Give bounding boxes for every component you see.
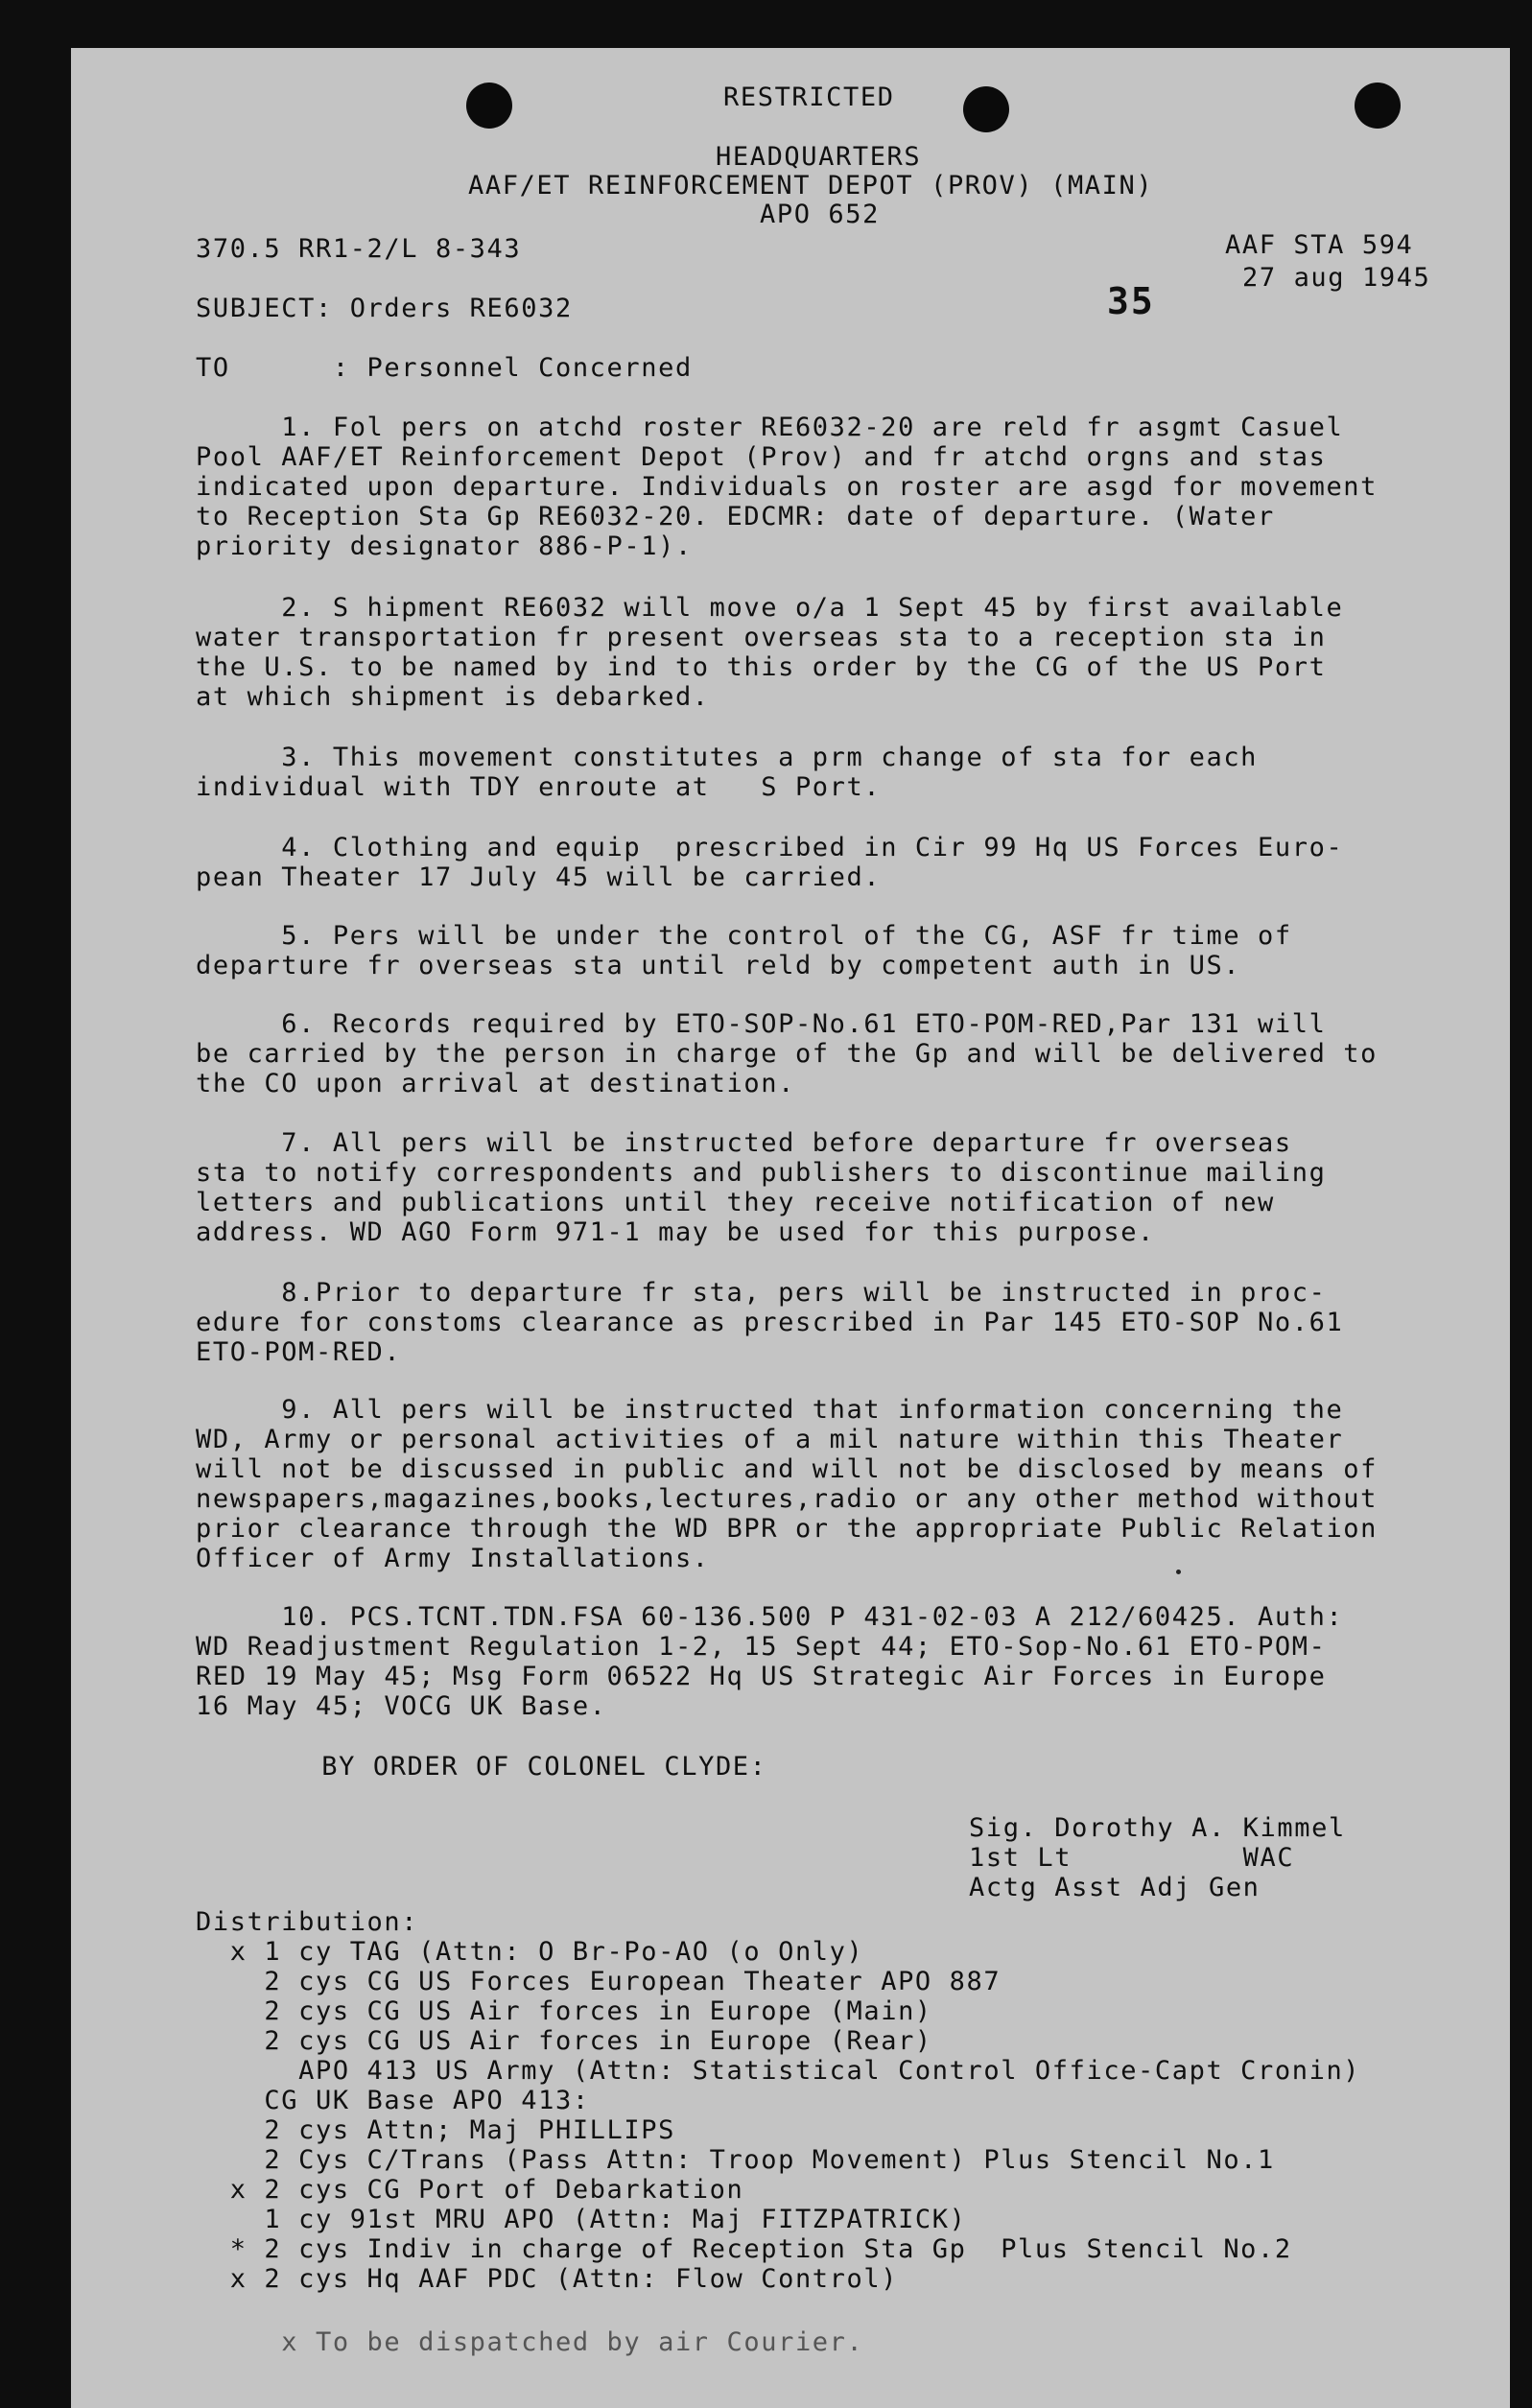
distribution-line: 2 Cys C/Trans (Pass Attn: Troop Movement) Plus Stencil No.1 — [196, 2145, 1275, 2175]
paragraph-9-line: prior clearance through the WD BPR or the appropriate Public Relation — [196, 1514, 1379, 1544]
paragraph-2-line: at which shipment is debarked. — [196, 682, 710, 712]
paragraph-1-line: to Reception Sta Gp RE6032-20. EDCMR: date of departure. (Water — [196, 502, 1275, 531]
paragraph-9-line: newspapers,magazines,books,lectures,radio or any other method without — [196, 1484, 1379, 1514]
distribution-line: 1 cy 91st MRU APO (Attn: Maj FITZPATRICK) — [196, 2205, 967, 2234]
apo-title: APO 652 — [760, 200, 880, 229]
order-date: 27 aug 1945 — [1242, 263, 1431, 293]
document-page — [71, 48, 1510, 2408]
by-order-line: BY ORDER OF COLONEL CLYDE: — [236, 1752, 767, 1782]
distribution-line: 2 cys CG US Forces European Theater APO 887 — [196, 1967, 1002, 1996]
page-number: 35 — [1107, 280, 1155, 322]
paragraph-8-line: edure for constoms clearance as prescribed in Par 145 ETO-SOP No.61 — [196, 1308, 1344, 1337]
restricted-marking: RESTRICTED — [723, 83, 895, 112]
paragraph-8-line: ETO-POM-RED. — [196, 1337, 402, 1367]
paragraph-10-line: 10. PCS.TCNT.TDN.FSA 60-136.500 P 431-02-03 A 212/60425. Auth: — [196, 1602, 1344, 1632]
paragraph-9-line: 9. All pers will be instructed that information concerning the — [196, 1395, 1344, 1425]
paragraph-6-line: be carried by the person in charge of the Gp and will be delivered to — [196, 1039, 1379, 1069]
distribution-line: 2 cys CG US Air forces in Europe (Rear) — [196, 2026, 932, 2056]
signature-line: Actg Asst Adj Gen — [969, 1873, 1261, 1902]
paragraph-10-line: WD Readjustment Regulation 1-2, 15 Sept 44; ETO-Sop-No.61 ETO-POM- — [196, 1632, 1327, 1662]
to-line: TO : Personnel Concerned — [196, 353, 693, 383]
distribution-line: x 2 cys Hq AAF PDC (Attn: Flow Control) — [196, 2264, 899, 2294]
paragraph-9-line: Officer of Army Installations. — [196, 1544, 710, 1573]
paragraph-9-line: will not be discussed in public and will not be disclosed by means of — [196, 1454, 1379, 1484]
punch-hole — [466, 83, 512, 129]
distribution-line: * 2 cys Indiv in charge of Reception Sta Gp Plus Stencil No.2 — [196, 2234, 1292, 2264]
headquarters-title: HEADQUARTERS — [716, 142, 922, 172]
paragraph-7-line: letters and publications until they receive notification of new — [196, 1188, 1275, 1217]
paragraph-9-line: WD, Army or personal activities of a mil nature within this Theater — [196, 1425, 1344, 1454]
paragraph-6-line: the CO upon arrival at destination. — [196, 1069, 795, 1098]
paragraph-2-line: water transportation fr present overseas sta to a reception sta in — [196, 623, 1327, 652]
signature-line: Sig. Dorothy A. Kimmel — [969, 1813, 1346, 1843]
paragraph-10-line: 16 May 45; VOCG UK Base. — [196, 1691, 607, 1721]
paragraph-1-line: Pool AAF/ET Reinforcement Depot (Prov) and fr atchd orgns and stas — [196, 442, 1327, 472]
footer-note: x To be dispatched by air Courier. — [196, 2327, 864, 2357]
distribution-line: x 1 cy TAG (Attn: O Br-Po-AO (o Only) — [196, 1937, 864, 1967]
distribution-line: x 2 cys CG Port of Debarkation — [196, 2175, 744, 2205]
file-reference: 370.5 RR1-2/L 8-343 — [196, 234, 522, 264]
paragraph-2-line: 2. S hipment RE6032 will move o/a 1 Sept 45 by first available — [196, 593, 1344, 623]
paragraph-2-line: the U.S. to be named by ind to this order by the CG of the US Port — [196, 652, 1327, 682]
paragraph-7-line: 7. All pers will be instructed before departure fr overseas — [196, 1128, 1292, 1158]
distribution-line: CG UK Base APO 413: — [196, 2086, 590, 2115]
paragraph-10-line: RED 19 May 45; Msg Form 06522 Hq US Strategic Air Forces in Europe — [196, 1662, 1327, 1691]
depot-title: AAF/ET REINFORCEMENT DEPOT (PROV) (MAIN) — [468, 171, 1154, 201]
paragraph-7-line: sta to notify correspondents and publishers to discontinue mailing — [196, 1158, 1327, 1188]
paragraph-1-line: indicated upon departure. Individuals on roster are asgd for movement — [196, 472, 1379, 502]
subject-line: SUBJECT: Orders RE6032 — [196, 294, 573, 323]
paragraph-4-line: pean Theater 17 July 45 will be carried. — [196, 862, 882, 892]
distribution-line: 2 cys CG US Air forces in Europe (Main) — [196, 1996, 932, 2026]
paragraph-4-line: 4. Clothing and equip prescribed in Cir 99 Hq US Forces Euro- — [196, 833, 1344, 862]
paragraph-7-line: address. WD AGO Form 971-1 may be used for this purpose. — [196, 1217, 1155, 1247]
distribution-line: 2 cys Attn; Maj PHILLIPS — [196, 2115, 675, 2145]
distribution-heading: Distribution: — [196, 1907, 419, 1937]
paragraph-6-line: 6. Records required by ETO-SOP-No.61 ETO-POM-RED,Par 131 will — [196, 1009, 1327, 1039]
paragraph-1-line: 1. Fol pers on atchd roster RE6032-20 are reld fr asgmt Casuel — [196, 413, 1344, 442]
paragraph-5-line: departure fr overseas sta until reld by competent auth in US. — [196, 951, 1241, 980]
signature-line: 1st Lt WAC — [969, 1843, 1295, 1873]
distribution-line: APO 413 US Army (Attn: Statistical Control Office-Capt Cronin) — [196, 2056, 1361, 2086]
paragraph-1-line: priority designator 886-P-1). — [196, 531, 693, 561]
stray-mark — [1176, 1570, 1181, 1574]
paragraph-8-line: 8.Prior to departure fr sta, pers will be instructed in proc- — [196, 1278, 1327, 1308]
paragraph-3-line: individual with TDY enroute at S Port. — [196, 772, 882, 802]
paragraph-3-line: 3. This movement constitutes a prm change of sta for each — [196, 743, 1259, 772]
punch-hole — [1355, 83, 1401, 129]
punch-hole — [963, 86, 1009, 132]
paragraph-5-line: 5. Pers will be under the control of the CG, ASF fr time of — [196, 921, 1292, 951]
station-label: AAF STA 594 — [1225, 230, 1414, 260]
